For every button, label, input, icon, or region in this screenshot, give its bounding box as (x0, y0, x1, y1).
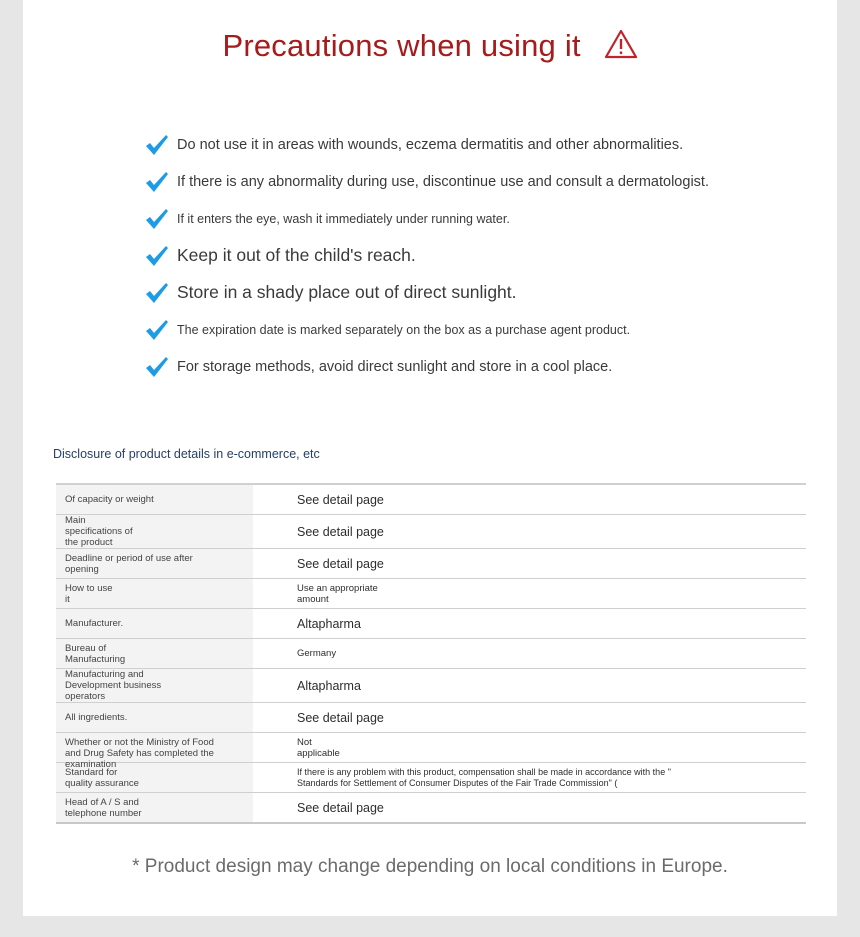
row-label: How to use it (56, 579, 253, 609)
row-label: Manufacturing and Development business operators (56, 669, 253, 703)
checkmark-icon (145, 245, 169, 267)
table-row (56, 733, 806, 763)
checkmark-icon (145, 356, 169, 378)
row-label: Whether or not the Ministry of Food and Drug Safety has completed the examination (56, 733, 253, 763)
table-row (56, 549, 806, 579)
row-label: Head of A / S and telephone number (56, 793, 253, 824)
row-value: Altapharma (253, 669, 806, 703)
row-value: Use an appropriate amount (253, 579, 806, 609)
row-value: If there is any problem with this product, compensation shall be made in accordance with the " Standards for Settlement of Consumer Disputes of the Fair Trade Commission" ( (253, 763, 806, 793)
table-row (56, 669, 806, 703)
precaution-text: If it enters the eye, wash it immediately under running water. (177, 211, 510, 226)
row-label: Of capacity or weight (56, 484, 253, 515)
row-label: Standard for quality assurance (56, 763, 253, 793)
row-label: Main specifications of the product (56, 515, 253, 549)
list-item (145, 200, 785, 237)
list-item (145, 163, 785, 200)
detail-page (23, 0, 837, 916)
checkmark-icon (145, 208, 169, 230)
table-row (56, 793, 806, 824)
table-row (56, 484, 806, 515)
table-row (56, 703, 806, 733)
precaution-text: Keep it out of the child's reach. (177, 245, 416, 265)
list-item (145, 126, 785, 163)
table-row (56, 579, 806, 609)
precautions-list (145, 126, 785, 385)
precaution-text: For storage methods, avoid direct sunlight and store in a cool place. (177, 358, 613, 375)
checkmark-icon (145, 134, 169, 156)
footnote: * Product design may change depending on local conditions in Europe. (132, 856, 728, 877)
table-row (56, 515, 806, 549)
precaution-text: The expiration date is marked separately on the box as a purchase agent product. (177, 322, 631, 337)
row-label: Manufacturer. (56, 609, 253, 639)
checkmark-icon (145, 282, 169, 304)
precaution-text: Do not use it in areas with wounds, eczema dermatitis and other abnormalities. (177, 136, 684, 153)
product-details-table (56, 483, 806, 824)
checkmark-icon (145, 319, 169, 341)
row-label: Bureau of Manufacturing (56, 639, 253, 669)
row-value: See detail page (253, 515, 806, 549)
list-item (145, 237, 785, 274)
list-item (145, 348, 785, 385)
list-item (145, 311, 785, 348)
checkmark-icon (145, 171, 169, 193)
precaution-text: Store in a shady place out of direct sunlight. (177, 282, 517, 302)
row-value: See detail page (253, 793, 806, 824)
row-value: Altapharma (253, 609, 806, 639)
precautions-title-text: Precautions when using it (222, 28, 581, 63)
row-value: See detail page (253, 703, 806, 733)
warning-triangle-icon (604, 29, 638, 67)
disclosure-heading: Disclosure of product details in e-commerce, etc (53, 447, 320, 461)
row-value: Germany (253, 639, 806, 669)
row-label: Deadline or period of use after opening (56, 549, 253, 579)
row-label: All ingredients. (56, 703, 253, 733)
row-value: See detail page (253, 549, 806, 579)
row-value: See detail page (253, 484, 806, 515)
precaution-text: If there is any abnormality during use, discontinue use and consult a dermatologist. (177, 173, 709, 190)
table-row (56, 763, 806, 793)
table-row (56, 609, 806, 639)
row-value: Not applicable (253, 733, 806, 763)
precautions-title (23, 28, 837, 67)
table-row (56, 639, 806, 669)
list-item (145, 274, 785, 311)
